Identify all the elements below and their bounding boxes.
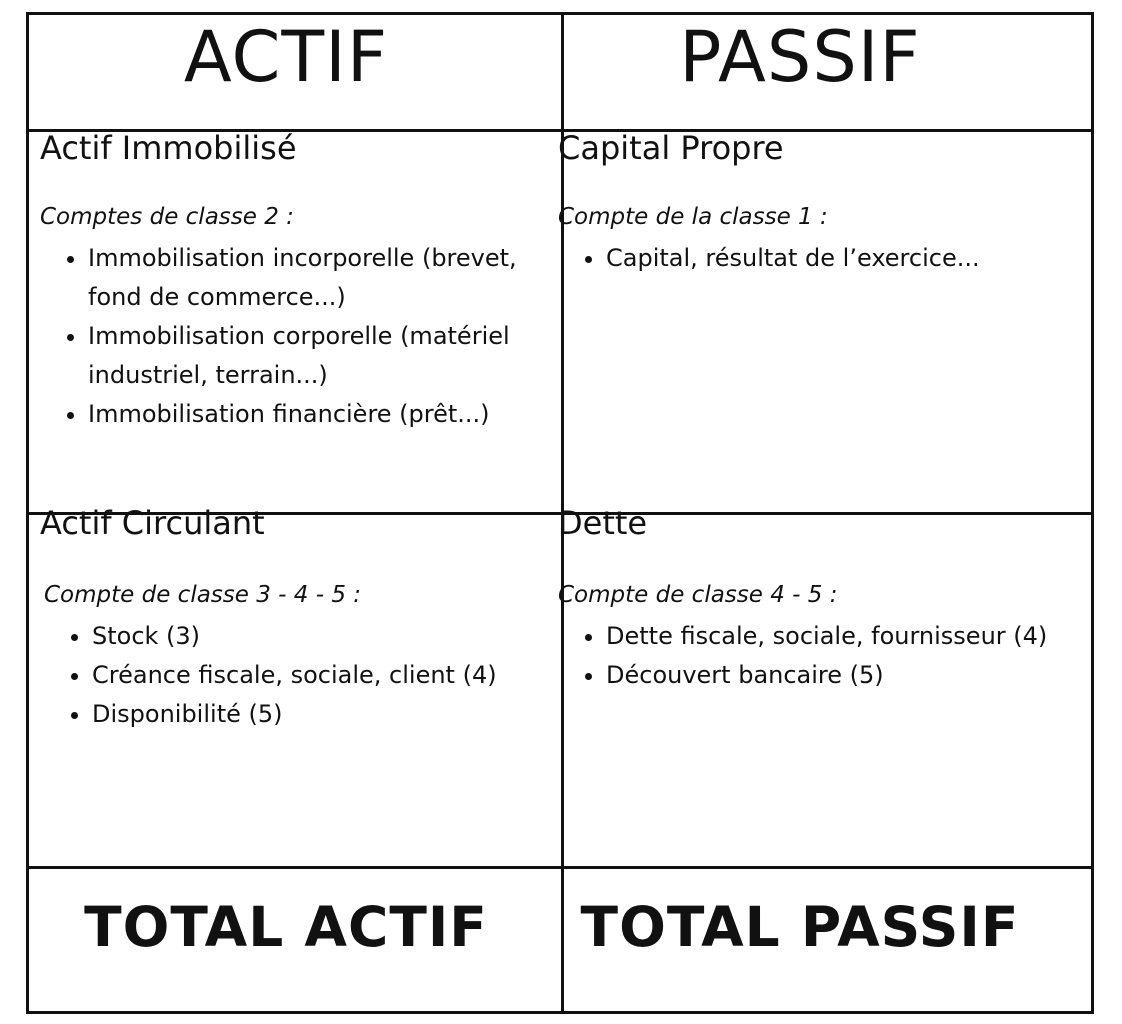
dette-title: Dette <box>558 504 648 542</box>
total-actif: TOTAL ACTIF <box>84 894 488 959</box>
capital-propre-title: Capital Propre <box>558 129 784 167</box>
actif-immobilise-list <box>40 239 530 434</box>
list-item: • Capital, résultat de l’exercice... <box>606 239 1058 278</box>
total-passif: TOTAL PASSIF <box>580 894 1020 959</box>
capital-propre-list <box>558 239 1058 278</box>
list-item: • Immobilisation corporelle (matériel industriel, terrain...) <box>88 317 530 395</box>
dette-cell <box>558 503 1058 695</box>
list-item: • Découvert bancaire (5) <box>606 656 1058 695</box>
dette-list <box>558 617 1058 695</box>
list-item: • Immobilisation financière (prêt...) <box>88 395 530 434</box>
actif-immobilise-subtitle: Comptes de classe 2 : <box>40 204 294 230</box>
actif-immobilise-title: Actif Immobilisé <box>40 129 297 167</box>
actif-heading: ACTIF <box>183 16 389 98</box>
actif-circulant-list <box>40 617 532 734</box>
actif-circulant-title: Actif Circulant <box>40 504 265 542</box>
capital-propre-cell <box>558 128 1058 278</box>
dette-subtitle: Compte de classe 4 - 5 : <box>558 582 838 608</box>
actif-circulant-subtitle: Compte de classe 3 - 4 - 5 : <box>44 582 362 608</box>
actif-circulant-cell <box>40 503 532 734</box>
list-item: • Créance fiscale, sociale, client (4) <box>92 656 532 695</box>
list-item: • Immobilisation incorporelle (brevet, fond de commerce...) <box>88 239 530 317</box>
list-item: • Stock (3) <box>92 617 532 656</box>
actif-immobilise-cell <box>40 128 530 434</box>
passif-heading: PASSIF <box>679 16 921 98</box>
capital-propre-subtitle: Compte de la classe 1 : <box>558 204 828 230</box>
list-item: • Disponibilité (5) <box>92 695 532 734</box>
list-item: • Dette fiscale, sociale, fournisseur (4) <box>606 617 1058 656</box>
